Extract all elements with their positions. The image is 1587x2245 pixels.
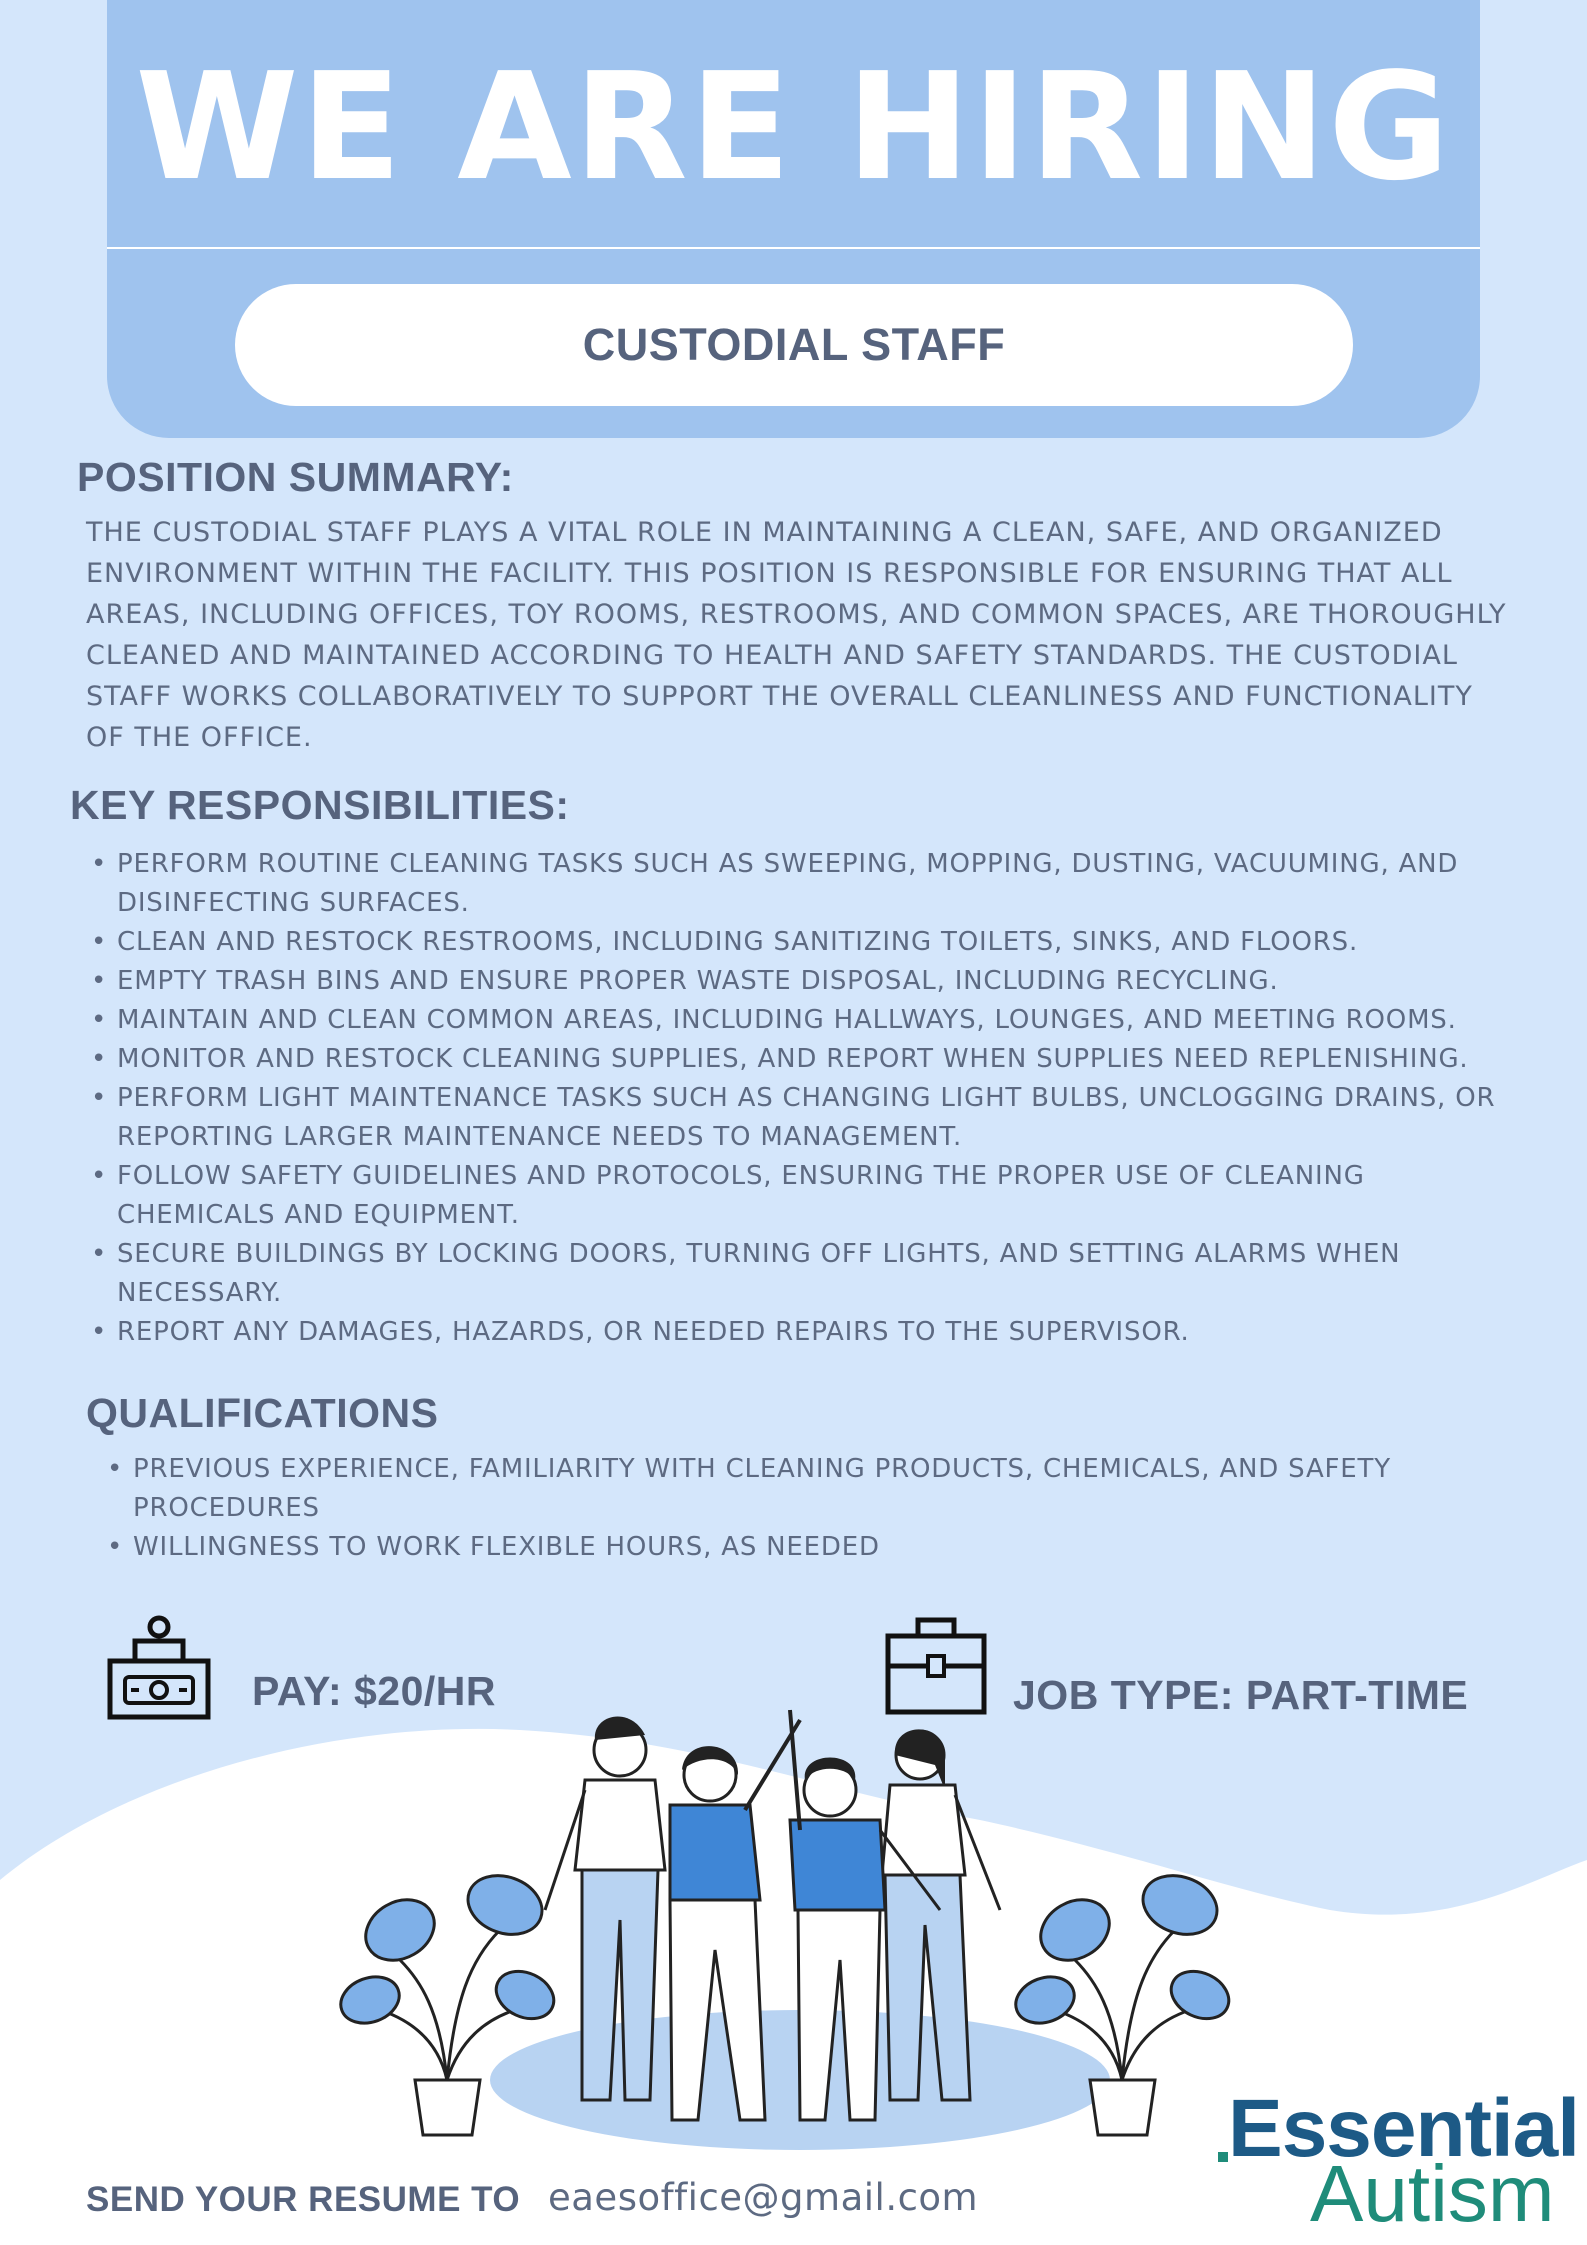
list-item: • FOLLOW SAFETY GUIDELINES AND PROTOCOLS, ENSURING THE PROPER USE OF CLEANING CHEMICALS AND EQUIPMENT.	[117, 1157, 1502, 1235]
pay-icon	[107, 1615, 211, 1721]
list-item: • PREVIOUS EXPERIENCE, FAMILIARITY WITH CLEANING PRODUCTS, CHEMICALS, AND SAFETY PROCEDURES	[133, 1450, 1453, 1528]
qualifications-list	[133, 1450, 1453, 1567]
list-item: • PERFORM LIGHT MAINTENANCE TASKS SUCH AS CHANGING LIGHT BULBS, UNCLOGGING DRAINS, OR REPORTING LARGER MAINTENANCE NEEDS TO MANAGEMENT.	[117, 1079, 1502, 1157]
list-item: • SECURE BUILDINGS BY LOCKING DOORS, TURNING OFF LIGHTS, AND SETTING ALARMS WHEN NECESSARY.	[117, 1235, 1502, 1313]
page-title: WE ARE HIRING	[135, 41, 1452, 213]
role-pill	[235, 284, 1353, 406]
resume-email-link[interactable]: eaesoffice@gmail.com	[548, 2176, 979, 2219]
responsibilities-heading: KEY RESPONSIBILITIES:	[70, 782, 570, 828]
logo-wordmark-autism: Autism	[1310, 2149, 1555, 2238]
team-illustration	[320, 1680, 1250, 2150]
list-item: • MONITOR AND RESTOCK CLEANING SUPPLIES, AND REPORT WHEN SUPPLIES NEED REPLENISHING.	[117, 1040, 1502, 1079]
list-item: • EMPTY TRASH BINS AND ENSURE PROPER WASTE DISPOSAL, INCLUDING RECYCLING.	[117, 962, 1502, 1001]
list-item: • CLEAN AND RESTOCK RESTROOMS, INCLUDING SANITIZING TOILETS, SINKS, AND FLOORS.	[117, 923, 1502, 962]
summary-heading: POSITION SUMMARY:	[77, 454, 514, 500]
role-title: CUSTODIAL STAFF	[582, 319, 1006, 370]
header-panel	[107, 0, 1480, 438]
list-item: • MAINTAIN AND CLEAN COMMON AREAS, INCLUDING HALLWAYS, LOUNGES, AND MEETING ROOMS.	[117, 1001, 1502, 1040]
responsibilities-list	[117, 845, 1502, 1352]
footer-label: SEND YOUR RESUME TO	[86, 2180, 521, 2219]
summary-text: THE CUSTODIAL STAFF PLAYS A VITAL ROLE IN MAINTAINING A CLEAN, SAFE, AND ORGANIZED ENVIRONMENT WITHIN THE FACILITY. THIS POSITION IS RESPONSIBLE FOR ENSURING THAT ALL AREAS, INCLUDING OFFICES, TOY ROOMS, RESTROOMS, AND COMMON SPACES, ARE THOROUGHLY CLEANED AND MAINTAINED ACCORDING TO HEALTH AND SAFETY STANDARDS. THE CUSTODIAL STAFF WORKS COLLABORATIVELY TO SUPPORT THE OVERALL CLEANLINESS AND FUNCTIONALITY OF THE OFFICE.	[86, 517, 1507, 753]
list-item: • PERFORM ROUTINE CLEANING TASKS SUCH AS SWEEPING, MOPPING, DUSTING, VACUUMING, AND DISINFECTING SURFACES.	[117, 845, 1502, 923]
logo-wordmark-essential: Essential	[1228, 2083, 1580, 2174]
list-item: • REPORT ANY DAMAGES, HAZARDS, OR NEEDED REPAIRS TO THE SUPERVISOR.	[117, 1313, 1502, 1352]
header-divider	[107, 247, 1480, 249]
qualifications-heading: QUALIFICATIONS	[86, 1390, 439, 1436]
job-type-label: JOB TYPE: PART-TIME	[1013, 1672, 1469, 1718]
list-item: • WILLINGNESS TO WORK FLEXIBLE HOURS, AS NEEDED	[133, 1528, 1453, 1567]
logo-dot	[1218, 2152, 1228, 2162]
pay-label: PAY: $20/HR	[252, 1668, 497, 1714]
